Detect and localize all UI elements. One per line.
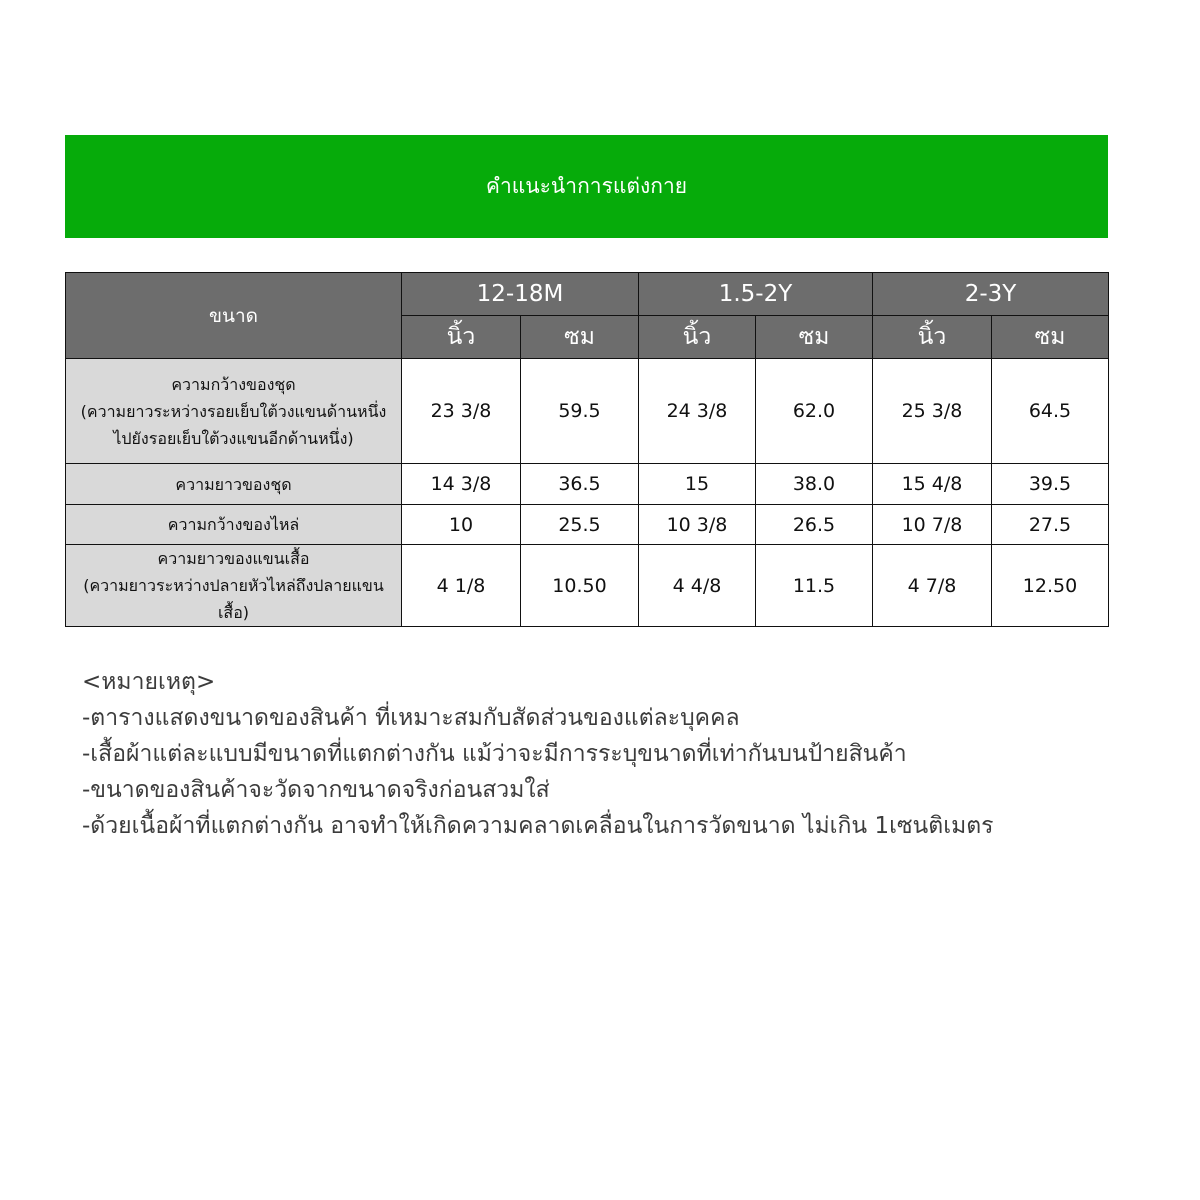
unit-header: ซม xyxy=(992,316,1109,359)
table-cell: 11.5 xyxy=(756,545,873,627)
row-label xyxy=(66,464,402,505)
table-cell: 59.5 xyxy=(521,359,639,464)
group-header: 2-3Y xyxy=(873,273,1109,316)
table-cell: 25 3/8 xyxy=(873,359,992,464)
group-header-row xyxy=(66,273,1109,316)
row-label-line: ความยาวของชุด xyxy=(175,474,292,494)
table-cell: 15 4/8 xyxy=(873,464,992,505)
notes-section xyxy=(82,664,1142,844)
table-cell: 38.0 xyxy=(756,464,873,505)
table-cell: 10 7/8 xyxy=(873,505,992,545)
table-cell: 4 4/8 xyxy=(639,545,756,627)
note-line: -เสื้อผ้าแต่ละแบบมีขนาดที่แตกต่างกัน แม้ว่าจะมีการระบุขนาดที่เท่ากันบนป้ายสินค้า xyxy=(82,741,907,767)
table-cell: 27.5 xyxy=(992,505,1109,545)
table-row xyxy=(66,505,1109,545)
note-line: -ตารางแสดงขนาดของสินค้า ที่เหมาะสมกับสัดส่วนของแต่ละบุคคล xyxy=(82,705,740,731)
banner-title: คำแนะนำการแต่งกาย xyxy=(485,174,688,198)
table-cell: 39.5 xyxy=(992,464,1109,505)
row-label xyxy=(66,505,402,545)
note-line: -ด้วยเนื้อผ้าที่แตกต่างกัน อาจทำให้เกิดความคลาดเคลื่อนในการวัดขนาด ไม่เกิน 1เซนติเมตร xyxy=(82,813,994,839)
unit-header: นิ้ว xyxy=(639,316,756,359)
unit-header: ซม xyxy=(521,316,639,359)
group-header: 1.5-2Y xyxy=(639,273,873,316)
row-label-line: (ความยาวระหว่างรอยเย็บใต้วงแขนด้านหนึ่ง xyxy=(80,401,387,421)
table-cell: 15 xyxy=(639,464,756,505)
table-row xyxy=(66,545,1109,627)
table-cell: 10 3/8 xyxy=(639,505,756,545)
unit-header: ซม xyxy=(756,316,873,359)
row-label xyxy=(66,545,402,627)
table-row xyxy=(66,464,1109,505)
table-cell: 26.5 xyxy=(756,505,873,545)
table-cell: 4 1/8 xyxy=(402,545,521,627)
unit-header: นิ้ว xyxy=(402,316,521,359)
notes-heading: <หมายเหตุ> xyxy=(82,669,216,695)
size-header: ขนาด xyxy=(66,273,402,359)
table-cell: 62.0 xyxy=(756,359,873,464)
size-chart-table xyxy=(65,272,1109,627)
group-header: 12-18M xyxy=(402,273,639,316)
table-cell: 23 3/8 xyxy=(402,359,521,464)
table-cell: 24 3/8 xyxy=(639,359,756,464)
table-cell: 4 7/8 xyxy=(873,545,992,627)
table-cell: 25.5 xyxy=(521,505,639,545)
note-line: -ขนาดของสินค้าจะวัดจากขนาดจริงก่อนสวมใส่ xyxy=(82,777,550,803)
title-banner xyxy=(65,135,1108,238)
row-label-line: ความยาวของแขนเสื้อ xyxy=(157,549,310,568)
table-cell: 10.50 xyxy=(521,545,639,627)
row-label-line: ความกว้างของไหล่ xyxy=(167,515,300,534)
row-label-line: เสื้อ) xyxy=(217,603,250,622)
table-row xyxy=(66,359,1109,464)
row-label-line: ไปยังรอยเย็บใต้วงแขนอีกด้านหนึ่ง) xyxy=(113,428,354,448)
row-label-line: ความกว้างของชุด xyxy=(171,374,296,394)
table-cell: 64.5 xyxy=(992,359,1109,464)
row-label-line: (ความยาวระหว่างปลายหัวไหล่ถึงปลายแขน xyxy=(83,576,384,595)
unit-header: นิ้ว xyxy=(873,316,992,359)
row-label xyxy=(66,359,402,464)
table-cell: 12.50 xyxy=(992,545,1109,627)
table-cell: 14 3/8 xyxy=(402,464,521,505)
table-cell: 10 xyxy=(402,505,521,545)
table-cell: 36.5 xyxy=(521,464,639,505)
